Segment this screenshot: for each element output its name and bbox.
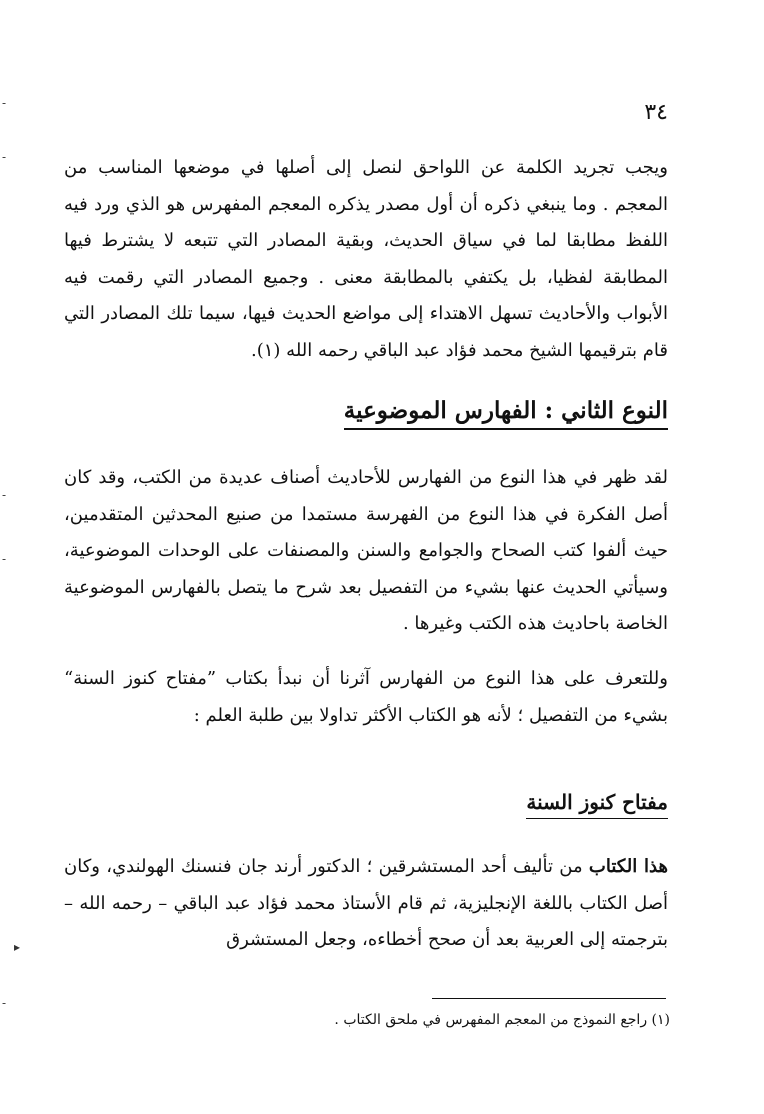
margin-mark: - [2,996,7,1010]
page-number: ٣٤ [644,100,668,125]
paragraph-intro: ويجب تجريد الكلمة عن اللواحق لنصل إلى أصلها في موضعها المناسب من المعجم . وما ينبغي ذكره أن أول مصدر يذكره المعجم المفهرس هو الذي ورد فيه اللفظ مطابقا لما في سياق الحديث، وبقية المصادر التي تتبعه لا يشترط فيها المطابقة لفظيا، بل يكتفي بالمطابقة معنى . وجميع المصادر التي رقمت فيه الأبواب والأحاديث تسهل الاهتداء إلى مواضع الحديث فيها، سيما تلك المصادر التي قام بترقيمها الشيخ محمد فؤاد عبد الباقي رحمه الله (١). [64,157,668,361]
paragraph-book-description [64,849,668,959]
paragraph-miftah-intro: وللتعرف على هذا النوع من الفهارس آثرنا أن نبدأ بكتاب ”مفتاح كنوز السنة“ بشيء من التفصيل ؛ لأنه هو الكتاب الأكثر تداولا بين طلبة العلم : [64,668,668,726]
margin-mark: - [2,552,7,566]
margin-mark: - [2,96,7,110]
section-heading-miftah: مفتاح كنوز السنة [526,790,668,819]
paragraph-lead-bold: هذا الكتاب [588,856,668,877]
paragraph-thematic: لقد ظهر في هذا النوع من الفهارس للأحاديث أصناف عديدة من الكتب، وقد كان أصل الفكرة في هذا النوع من الفهرسة مستمدا من صنيع المحدثين المتقدمين، حيث ألفوا كتب الصحاح والجوامع والسنن والمصنفات على الوحدات الموضوعية، وسيأتي الحديث عنها بشيء من التفصيل بعد شرح ما يتصل بالفهارس الموضوعية الخاصة باحاديث هذه الكتب وغيرها . [64,467,668,634]
margin-mark: ▸ [14,940,21,954]
margin-mark: - [2,150,7,164]
footnote-divider [432,998,666,999]
paragraph-body: من تأليف أحد المستشرقين ؛ الدكتور أرند جان فنسنك الهولندي، وكان أصل الكتاب باللغة الإنجليزية، ثم قام الأستاذ محمد فؤاد عبد الباقي – رحمه الله – بترجمته إلى العربية بعد أن صحح أخطاءه، وجعل المستشرق [64,856,668,950]
margin-mark: - [2,488,7,502]
footnote: (١) راجع النموذج من المعجم المفهرس في ملحق الكتاب . [334,1012,670,1028]
section-heading-thematic-indexes: النوع الثاني : الفهارس الموضوعية [344,397,668,430]
